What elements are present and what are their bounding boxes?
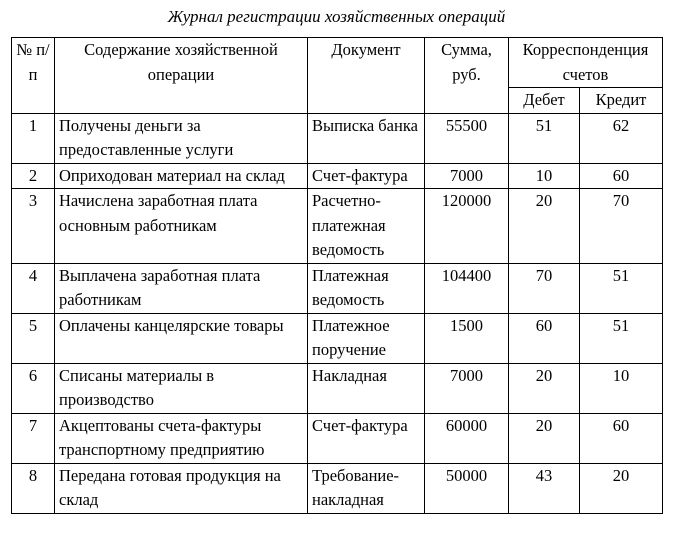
row-num: 6: [12, 363, 55, 413]
row-credit: 70: [580, 189, 663, 264]
row-debit: 51: [509, 113, 580, 163]
table-row: [12, 189, 663, 264]
row-debit: 20: [509, 189, 580, 264]
row-document: Расчетно-платежная ведомость: [308, 189, 425, 264]
header-document: Документ: [308, 38, 425, 114]
row-document: Требование-накладная: [308, 463, 425, 513]
row-operation: Оприходован материал на склад: [55, 163, 308, 189]
row-num: 4: [12, 263, 55, 313]
row-operation: Выплачена заработная плата работникам: [55, 263, 308, 313]
row-document: Выписка банка: [308, 113, 425, 163]
operations-journal-table: [11, 37, 663, 514]
row-operation: Списаны материалы в производство: [55, 363, 308, 413]
row-num: 5: [12, 313, 55, 363]
header-credit: Кредит: [580, 88, 663, 114]
row-sum: 55500: [425, 113, 509, 163]
header-correspondence: Корреспонденция счетов: [509, 38, 663, 88]
row-debit: 20: [509, 363, 580, 413]
row-sum: 60000: [425, 413, 509, 463]
row-operation: Получены деньги за предоставленные услуги: [55, 113, 308, 163]
row-debit: 10: [509, 163, 580, 189]
table-row: [12, 413, 663, 463]
header-operation: Содержание хозяйственной операции: [55, 38, 308, 114]
row-debit: 70: [509, 263, 580, 313]
row-credit: 20: [580, 463, 663, 513]
row-document: Накладная: [308, 363, 425, 413]
row-operation: Начислена заработная плата основным работникам: [55, 189, 308, 264]
header-debit: Дебет: [509, 88, 580, 114]
row-sum: 1500: [425, 313, 509, 363]
table-row: [12, 363, 663, 413]
row-operation: Акцептованы счета-фактуры транспортному предприятию: [55, 413, 308, 463]
row-credit: 60: [580, 163, 663, 189]
row-num: 1: [12, 113, 55, 163]
row-sum: 104400: [425, 263, 509, 313]
row-document: Платежное поручение: [308, 313, 425, 363]
row-credit: 51: [580, 263, 663, 313]
row-operation: Оплачены канцелярские товары: [55, 313, 308, 363]
table-row: [12, 313, 663, 363]
row-credit: 10: [580, 363, 663, 413]
table-row: [12, 263, 663, 313]
header-sum: Сумма, руб.: [425, 38, 509, 114]
row-sum: 120000: [425, 189, 509, 264]
table-row: [12, 463, 663, 513]
row-debit: 43: [509, 463, 580, 513]
row-sum: 7000: [425, 163, 509, 189]
row-num: 2: [12, 163, 55, 189]
row-document: Счет-фактура: [308, 413, 425, 463]
header-num: № п/п: [12, 38, 55, 114]
table-row: [12, 163, 663, 189]
row-document: Счет-фактура: [308, 163, 425, 189]
row-debit: 20: [509, 413, 580, 463]
row-credit: 51: [580, 313, 663, 363]
row-sum: 7000: [425, 363, 509, 413]
row-num: 7: [12, 413, 55, 463]
row-num: 3: [12, 189, 55, 264]
row-operation: Передана готовая продукция на склад: [55, 463, 308, 513]
row-credit: 62: [580, 113, 663, 163]
row-document: Платежная ведомость: [308, 263, 425, 313]
table-row: [12, 113, 663, 163]
row-debit: 60: [509, 313, 580, 363]
journal-title: Журнал регистрации хозяйственных операций: [167, 7, 506, 26]
row-num: 8: [12, 463, 55, 513]
row-sum: 50000: [425, 463, 509, 513]
row-credit: 60: [580, 413, 663, 463]
